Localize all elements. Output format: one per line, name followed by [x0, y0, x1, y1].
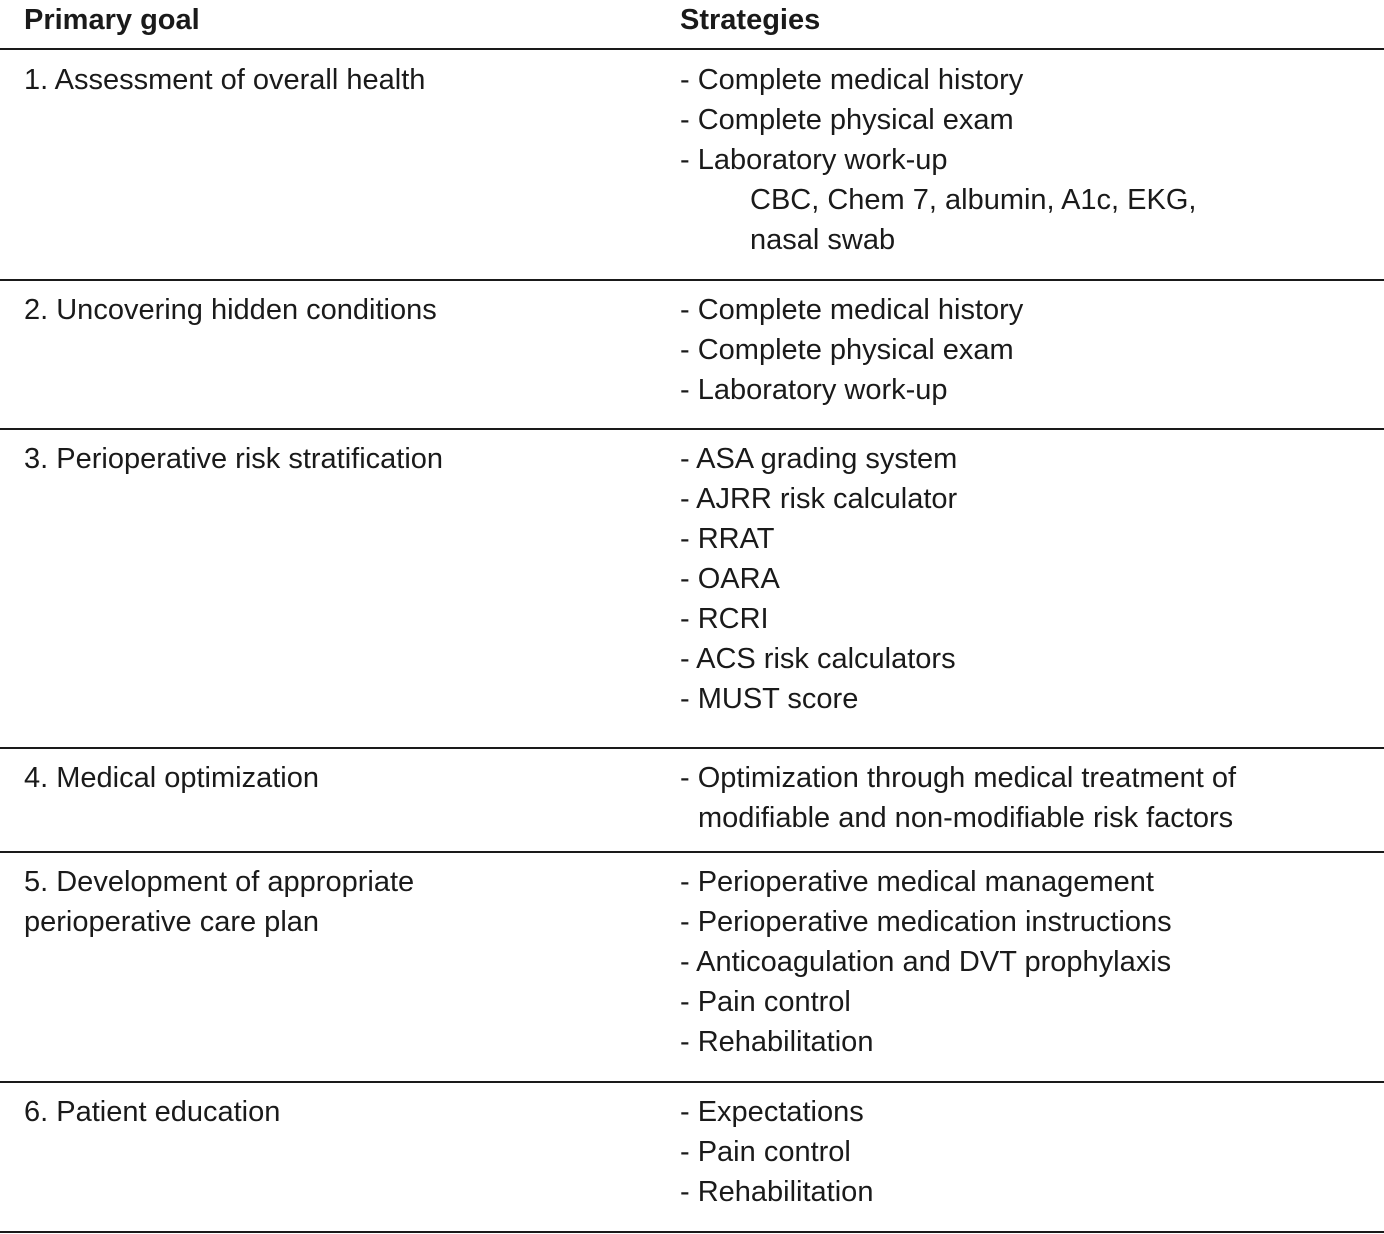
- strategy-subitem: CBC, Chem 7, albumin, A1c, EKG,: [750, 184, 1197, 216]
- strategy-item-continuation: modifiable and non-modifiable risk factors: [698, 802, 1234, 834]
- strategy-item: - MUST score: [680, 683, 859, 715]
- strategies-cell: [680, 60, 1360, 260]
- goal-text: 3. Perioperative risk stratification: [24, 443, 444, 475]
- goal-cell: [24, 290, 644, 330]
- strategy-item: - Complete medical history: [680, 64, 1024, 96]
- table-row: [0, 1083, 1384, 1233]
- strategy-item: - Laboratory work-up: [680, 374, 948, 406]
- goal-text: 1. Assessment of overall health: [24, 64, 426, 96]
- strategy-item: - Complete physical exam: [680, 334, 1014, 366]
- strategy-item: - Optimization through medical treatment of: [680, 762, 1237, 794]
- table-row: [0, 853, 1384, 1083]
- strategy-item: - Anticoagulation and DVT prophylaxis: [680, 946, 1172, 978]
- strategy-item: - Rehabilitation: [680, 1026, 874, 1058]
- header-strategies: Strategies: [680, 4, 821, 36]
- strategy-item: - Expectations: [680, 1096, 864, 1128]
- goal-text: perioperative care plan: [24, 906, 320, 938]
- strategy-subitem: nasal swab: [750, 224, 896, 256]
- header-primary-goal: Primary goal: [24, 4, 200, 36]
- strategy-item: - RCRI: [680, 603, 769, 635]
- table-row: [0, 430, 1384, 749]
- strategies-cell: [680, 1092, 1360, 1212]
- strategies-cell: [680, 290, 1360, 410]
- goal-cell: [24, 60, 644, 100]
- strategy-item: - Rehabilitation: [680, 1176, 874, 1208]
- strategy-item: - Complete physical exam: [680, 104, 1014, 136]
- goal-cell: [24, 1092, 644, 1132]
- strategy-item: - ASA grading system: [680, 443, 958, 475]
- strategy-item: - RRAT: [680, 523, 775, 555]
- goal-cell: [24, 439, 644, 479]
- table-header: [0, 0, 1384, 50]
- goal-text: 5. Development of appropriate: [24, 866, 415, 898]
- goal-text: 6. Patient education: [24, 1096, 281, 1128]
- goal-cell: [24, 758, 644, 798]
- strategy-item: - Perioperative medical management: [680, 866, 1154, 898]
- strategy-item: - Complete medical history: [680, 294, 1024, 326]
- strategy-item: - Pain control: [680, 1136, 851, 1168]
- strategies-cell: [680, 758, 1360, 838]
- strategy-item: - OARA: [680, 563, 780, 595]
- goal-cell: [24, 862, 644, 942]
- goal-text: 4. Medical optimization: [24, 762, 319, 794]
- strategy-item: - Laboratory work-up: [680, 144, 948, 176]
- strategy-item: - Perioperative medication instructions: [680, 906, 1172, 938]
- strategy-item: - AJRR risk calculator: [680, 483, 958, 515]
- table-row: [0, 281, 1384, 430]
- table-row: [0, 749, 1384, 853]
- table-row: [0, 50, 1384, 281]
- strategies-cell: [680, 862, 1360, 1062]
- goal-text: 2. Uncovering hidden conditions: [24, 294, 437, 326]
- strategy-item: - ACS risk calculators: [680, 643, 956, 675]
- strategies-cell: [680, 439, 1360, 719]
- strategy-item: - Pain control: [680, 986, 851, 1018]
